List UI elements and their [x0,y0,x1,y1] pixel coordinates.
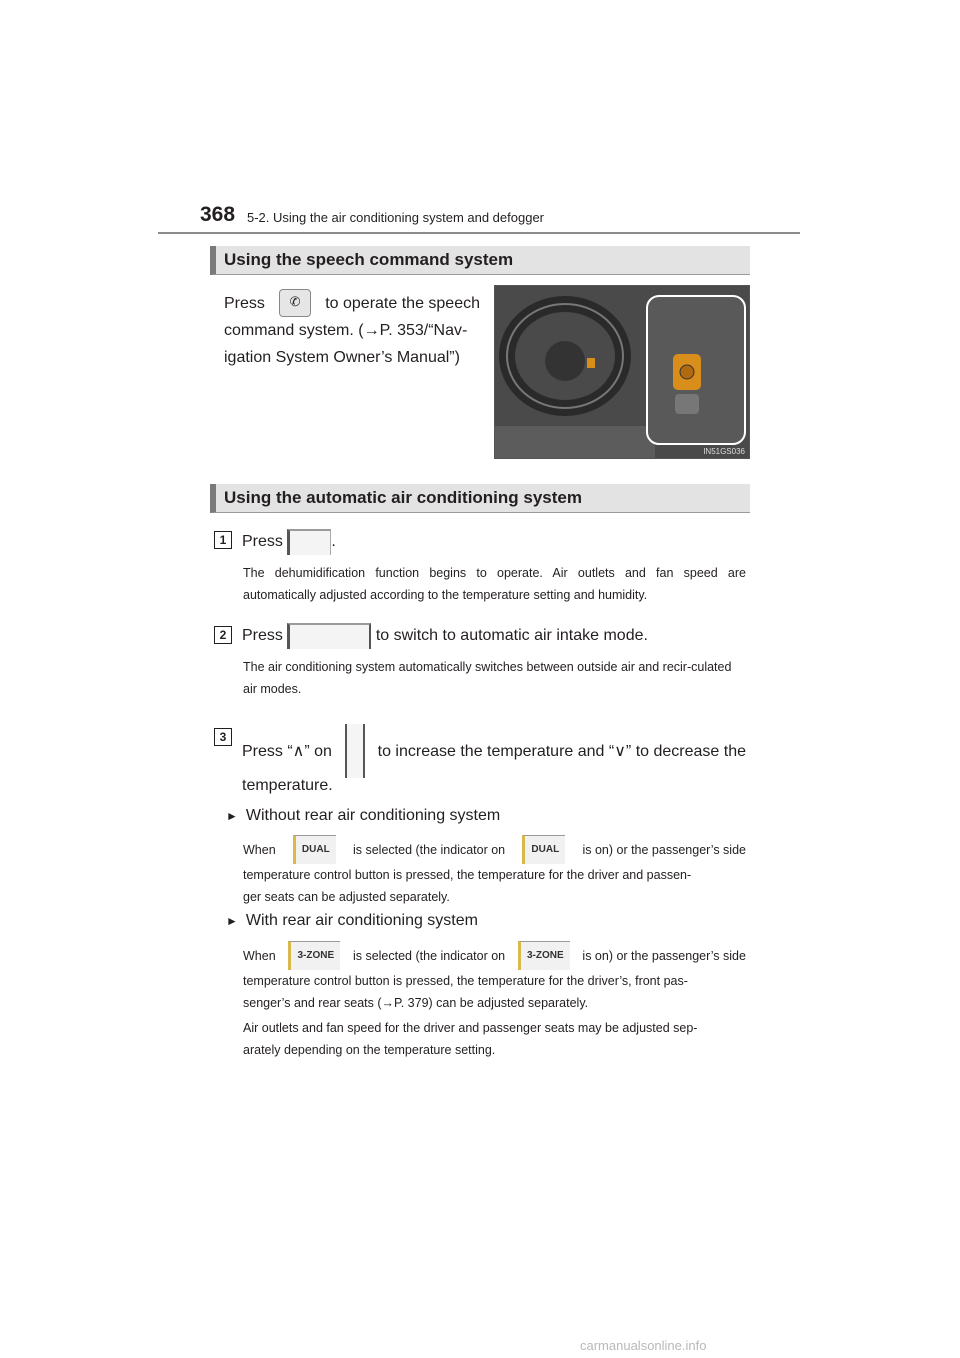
section-heading-auto-ac [210,484,750,513]
when-text: When [243,842,276,857]
press-text: Press “∧” on [242,742,332,760]
sub-heading-without-rear [226,802,500,830]
speech-command-switch-icon: ✆ [279,289,311,317]
three-zone-button-icon: 3-ZONE [518,941,570,970]
step-1-note: The dehumidification function begins to operate. Air outlets and fan speed are automatically adjusted according to the temperature setting and humidity. [243,566,746,602]
end-text: is on) or the passenger’s side [582,842,746,857]
section-heading-speech [210,246,750,275]
mid-text: is selected (the indicator on [352,842,506,857]
speech-line-2: command system. (→P. 353/“Nav- [224,322,468,339]
step-3-badge: 3 [214,728,232,746]
speech-instructions [224,289,480,371]
when-text: When [243,948,276,963]
step-2-note: The air conditioning system automatically switches between outside air and recir-culated air modes. [243,660,732,696]
press-text: Press [224,294,265,312]
dual-button-icon: DUAL [522,835,565,864]
sub1-paragraph [243,835,746,908]
sub-heading-with-rear [226,907,478,935]
sub1-line-3: ger seats can be adjusted separately. [243,890,450,904]
step-2-action: to switch to automatic air intake mode. [375,627,648,644]
speech-line-3: igation System Owner’s Manual”) [224,349,460,366]
arrow-bullet-icon: ► [226,809,238,823]
section-title: Using the speech command system [224,250,514,269]
auto-button-icon [287,529,331,555]
step-3-text-cont: temperature. [242,777,333,794]
sub1-line-2: temperature control button is pressed, the temperature for the driver and passen- [243,868,692,882]
arrow-bullet-icon: ► [226,914,238,928]
press-text: Press [242,627,283,644]
final-line-2: arately depending on the temperature setting. [243,1043,496,1057]
three-zone-button-icon: 3-ZONE [288,941,340,970]
page-number: 368 [200,203,236,226]
sub-title: With rear air conditioning system [245,912,478,929]
step-2-badge: 2 [214,626,232,644]
section-title: Using the automatic air conditioning system [224,488,582,507]
watermark: carmanualsonline.info [580,1338,707,1353]
step-1-badge: 1 [214,531,232,549]
mid-text: is selected (the indicator on [352,948,506,963]
step-3-action: to increase the temperature and “∨” to decrease the [377,742,746,760]
figure-code: IN51GS036 [703,447,745,456]
step-1-text [242,528,336,555]
step-3-text [242,724,746,778]
final-note [243,1017,746,1061]
temperature-switch-icon [345,724,365,778]
end-text: is on) or the passenger’s side [582,948,746,963]
auto-air-intake-button-icon [287,623,371,649]
dual-button-icon: DUAL [293,835,336,864]
sub2-line-3: senger’s and rear seats (→P. 379) can be adjusted separately. [243,996,589,1010]
steering-wheel-figure [494,285,750,459]
period: . [331,533,336,550]
steering-wheel-illustration [495,286,750,459]
sub2-line-2: temperature control button is pressed, the temperature for the driver’s, front pas- [243,974,688,988]
step-2-text [242,622,648,649]
final-line-1: Air outlets and fan speed for the driver and passenger seats may be adjusted sep- [243,1021,698,1035]
operate-text: to operate the speech [325,294,480,312]
header-rule [158,232,800,234]
press-text: Press [242,533,283,550]
chapter-title: 5-2. Using the air conditioning system and defogger [247,210,545,225]
sub2-paragraph [243,941,746,1014]
sub-title: Without rear air conditioning system [245,807,501,824]
